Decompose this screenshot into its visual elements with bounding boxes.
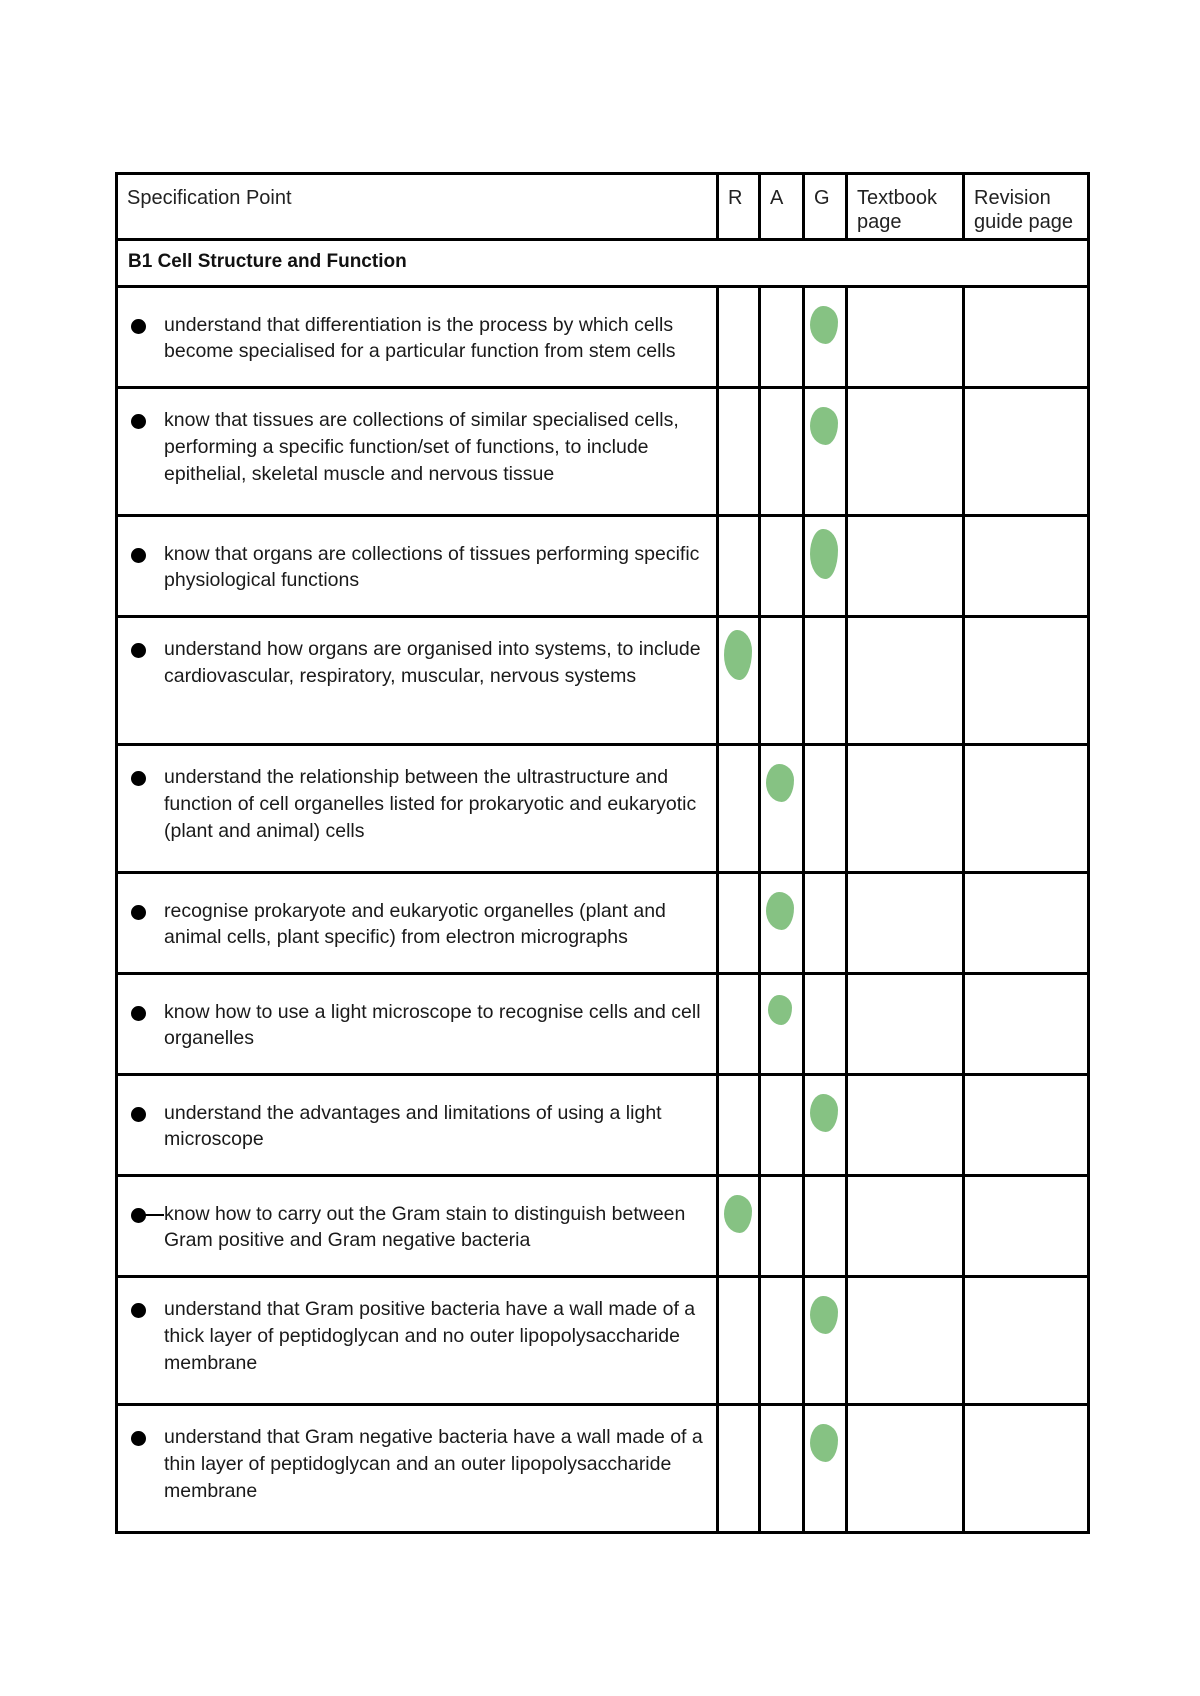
- spec-point-text: recognise prokaryote and eukaryotic organelles (plant and animal cells, plant specific) from electron micrographs: [164, 900, 666, 948]
- spec-row: [117, 287, 1089, 388]
- spec-rows: [117, 287, 1089, 1533]
- rating-cell-r[interactable]: [718, 1277, 760, 1405]
- spec-point-text: know how to carry out the Gram stain to distinguish between Gram positive and Gram negative bacteria: [164, 1203, 686, 1251]
- spec-point-cell: [117, 287, 718, 388]
- rating-cell-r[interactable]: [718, 287, 760, 388]
- spec-point-cell: [117, 388, 718, 516]
- spec-point-text: understand that Gram positive bacteria have a wall made of a thick layer of peptidoglycan and no outer lipopolysaccharide membrane: [164, 1298, 696, 1374]
- textbook-page-cell[interactable]: [847, 617, 964, 745]
- spec-row: [117, 1075, 1089, 1176]
- spec-row: [117, 745, 1089, 873]
- textbook-page-cell[interactable]: [847, 1277, 964, 1405]
- bullet-icon: [128, 764, 154, 790]
- bullet-icon: [128, 1296, 154, 1322]
- revision-guide-page-cell[interactable]: [964, 287, 1089, 388]
- textbook-page-cell[interactable]: [847, 873, 964, 974]
- revision-guide-page-cell[interactable]: [964, 1405, 1089, 1533]
- spec-row: [117, 617, 1089, 745]
- spec-row: [117, 974, 1089, 1075]
- header-revision-guide-page: Revision guide page: [964, 174, 1089, 240]
- rating-cell-r[interactable]: [718, 617, 760, 745]
- rating-mark: [810, 529, 838, 579]
- rating-cell-a[interactable]: [760, 1075, 804, 1176]
- revision-guide-page-cell[interactable]: [964, 974, 1089, 1075]
- textbook-page-cell[interactable]: [847, 287, 964, 388]
- rating-mark: [724, 630, 752, 680]
- rating-cell-g[interactable]: [804, 1277, 847, 1405]
- spec-point-cell: [117, 516, 718, 617]
- rating-cell-a[interactable]: [760, 1405, 804, 1533]
- rating-mark: [766, 892, 794, 930]
- rating-mark: [810, 1094, 838, 1132]
- bullet-icon: [128, 898, 154, 924]
- section-title: B1 Cell Structure and Function: [117, 240, 1089, 287]
- rating-cell-a[interactable]: [760, 1277, 804, 1405]
- spec-point-cell: [117, 1277, 718, 1405]
- spec-point-cell: [117, 873, 718, 974]
- rag-checklist-table: [115, 172, 1090, 1534]
- rating-cell-g[interactable]: [804, 1405, 847, 1533]
- rating-cell-g[interactable]: [804, 1176, 847, 1277]
- rating-mark: [724, 1195, 752, 1233]
- rating-mark: [810, 407, 838, 445]
- header-amber: A: [760, 174, 804, 240]
- rating-cell-r[interactable]: [718, 388, 760, 516]
- spec-point-cell: [117, 1405, 718, 1533]
- bullet-icon: [128, 1100, 154, 1126]
- spec-point-cell: [117, 1075, 718, 1176]
- rating-cell-a[interactable]: [760, 974, 804, 1075]
- header-red: R: [718, 174, 760, 240]
- bullet-icon: [128, 999, 154, 1025]
- textbook-page-cell[interactable]: [847, 1176, 964, 1277]
- revision-guide-page-cell[interactable]: [964, 516, 1089, 617]
- rating-cell-r[interactable]: [718, 1176, 760, 1277]
- spec-row: [117, 516, 1089, 617]
- revision-guide-page-cell[interactable]: [964, 745, 1089, 873]
- spec-row: [117, 1405, 1089, 1533]
- spec-point-text: understand that differentiation is the process by which cells become specialised for a particular function from stem cells: [164, 314, 676, 362]
- bullet-icon: [128, 312, 154, 338]
- rating-mark: [810, 1296, 838, 1334]
- header-row: [117, 174, 1089, 240]
- revision-guide-page-cell[interactable]: [964, 1176, 1089, 1277]
- rating-cell-g[interactable]: [804, 516, 847, 617]
- rating-cell-a[interactable]: [760, 1176, 804, 1277]
- spec-point-cell: [117, 745, 718, 873]
- header-spec-point: Specification Point: [117, 174, 718, 240]
- textbook-page-cell[interactable]: [847, 1075, 964, 1176]
- rating-cell-g[interactable]: [804, 1075, 847, 1176]
- bullet-icon: [128, 541, 154, 567]
- rating-cell-a[interactable]: [760, 516, 804, 617]
- rating-mark: [810, 1424, 838, 1462]
- textbook-page-cell[interactable]: [847, 388, 964, 516]
- spec-point-text: understand the relationship between the ultrastructure and function of cell organelles listed for prokaryotic and eukaryotic (plant and animal) cells: [164, 766, 697, 842]
- revision-guide-page-cell[interactable]: [964, 1075, 1089, 1176]
- spec-row: [117, 1277, 1089, 1405]
- spec-row: [117, 388, 1089, 516]
- spec-row: [117, 1176, 1089, 1277]
- rating-cell-r[interactable]: [718, 1075, 760, 1176]
- spec-point-cell: [117, 974, 718, 1075]
- rating-cell-g[interactable]: [804, 873, 847, 974]
- revision-guide-page-cell[interactable]: [964, 617, 1089, 745]
- rating-cell-g[interactable]: [804, 287, 847, 388]
- rating-cell-a[interactable]: [760, 287, 804, 388]
- textbook-page-cell[interactable]: [847, 745, 964, 873]
- rating-mark: [768, 995, 792, 1025]
- spec-point-cell: [117, 1176, 718, 1277]
- bullet-icon: [128, 1424, 154, 1450]
- textbook-page-cell[interactable]: [847, 516, 964, 617]
- revision-guide-page-cell[interactable]: [964, 1277, 1089, 1405]
- spec-point-text: know that tissues are collections of similar specialised cells, performing a specific function/set of functions, to include epithelial, skeletal muscle and nervous tissue: [164, 409, 679, 485]
- textbook-page-cell[interactable]: [847, 1405, 964, 1533]
- spec-point-text: understand how organs are organised into systems, to include cardiovascular, respiratory, muscular, nervous systems: [164, 638, 701, 687]
- rating-cell-r[interactable]: [718, 974, 760, 1075]
- spec-point-cell: [117, 617, 718, 745]
- header-green: G: [804, 174, 847, 240]
- revision-guide-page-cell[interactable]: [964, 873, 1089, 974]
- rating-mark: [766, 764, 794, 802]
- rating-cell-g[interactable]: [804, 745, 847, 873]
- spec-point-text: understand that Gram negative bacteria have a wall made of a thin layer of peptidoglycan and an outer lipopolysaccharide membrane: [164, 1426, 703, 1502]
- rating-cell-a[interactable]: [760, 617, 804, 745]
- rating-cell-g[interactable]: [804, 974, 847, 1075]
- section-row: [117, 240, 1089, 287]
- textbook-page-cell[interactable]: [847, 974, 964, 1075]
- spec-point-text: know how to use a light microscope to recognise cells and cell organelles: [164, 1001, 701, 1049]
- header-textbook-page: Textbook page: [847, 174, 964, 240]
- rating-cell-a[interactable]: [760, 873, 804, 974]
- rating-cell-a[interactable]: [760, 745, 804, 873]
- revision-guide-page-cell[interactable]: [964, 388, 1089, 516]
- rating-cell-r[interactable]: [718, 516, 760, 617]
- rating-cell-g[interactable]: [804, 388, 847, 516]
- bullet-icon: [128, 1201, 154, 1227]
- bullet-icon: [128, 407, 154, 433]
- spec-point-text: know that organs are collections of tissues performing specific physiological functions: [164, 543, 700, 591]
- rating-cell-r[interactable]: [718, 745, 760, 873]
- rating-cell-r[interactable]: [718, 1405, 760, 1533]
- rating-cell-g[interactable]: [804, 617, 847, 745]
- rating-cell-a[interactable]: [760, 388, 804, 516]
- spec-point-text: understand the advantages and limitations of using a light microscope: [164, 1102, 662, 1150]
- bullet-icon: [128, 636, 154, 662]
- rating-mark: [810, 306, 838, 344]
- spec-row: [117, 873, 1089, 974]
- rating-cell-r[interactable]: [718, 873, 760, 974]
